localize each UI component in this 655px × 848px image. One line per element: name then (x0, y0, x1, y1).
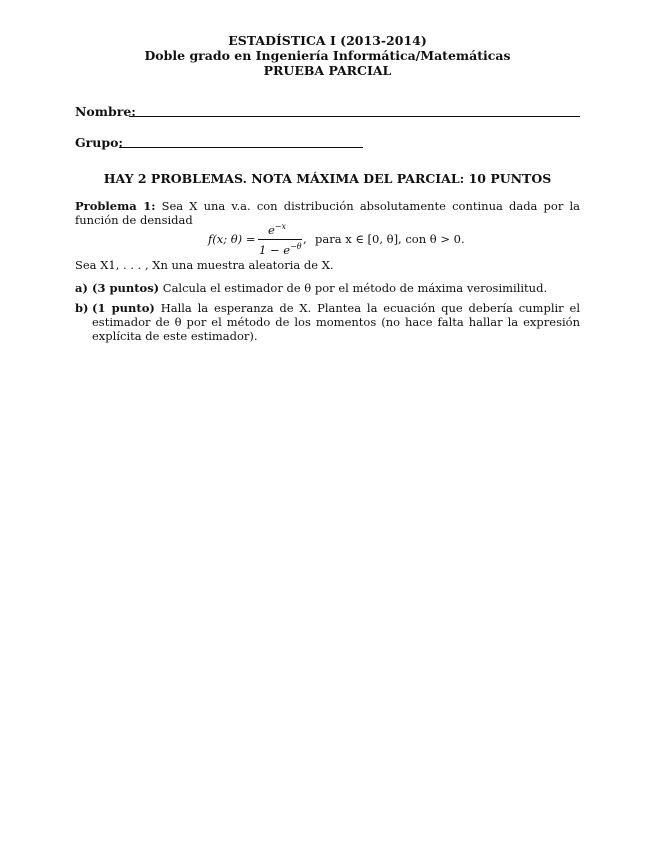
problem-1-statement (75, 199, 580, 227)
name-label: Nombre: (75, 104, 136, 119)
group-field-line[interactable] (119, 147, 363, 148)
name-field-line[interactable] (129, 116, 580, 117)
part-b-label: b) (75, 301, 89, 315)
density-formula (0, 224, 655, 256)
exam-type-title: PRUEBA PARCIAL (263, 63, 392, 78)
formula-numerator-exponent: −x (274, 222, 287, 231)
part-a-text: Calcula el estimador de θ por el método de máxima verosimilitud. (162, 281, 548, 295)
formula-denominator (259, 242, 302, 257)
formula-numerator (268, 222, 286, 237)
problem-1-part-b (75, 301, 580, 343)
part-a-points: (3 puntos) (92, 281, 160, 295)
sample-statement: Sea X1, . . . , Xn una muestra aleatoria de X. (75, 258, 334, 272)
formula-fraction-bar (258, 239, 302, 240)
part-b-points: (1 punto) (92, 301, 155, 315)
problem-1-intro: Sea X una v.a. con distribución absolutamente continua dada por la función de densidad (75, 199, 580, 227)
formula-comma: , (303, 232, 307, 246)
formula-numerator-base: e (268, 222, 275, 237)
formula-lhs: f(x; θ) = (208, 232, 256, 246)
problem-1-part-a (75, 281, 580, 295)
formula-condition: para x ∈ [0, θ], con θ > 0. (315, 232, 465, 246)
course-title: ESTADÍSTICA I (2013-2014) (228, 33, 427, 48)
exam-instructions-heading: HAY 2 PROBLEMAS. NOTA MÁXIMA DEL PARCIAL: 10 PUNTOS (103, 171, 552, 186)
formula-denominator-exponent: −θ (290, 242, 302, 251)
part-b-text: Halla la esperanza de X. Plantea la ecuación que debería cumplir el estimador de θ por el método de los momentos (no hace falta hallar la expresión explícita de este estimador). (92, 301, 581, 343)
formula-denominator-base: 1 − e (259, 242, 291, 257)
problem-1-label: Problema 1: (75, 199, 156, 213)
part-a-label: a) (75, 281, 88, 295)
degree-title: Doble grado en Ingeniería Informática/Matemáticas (144, 48, 511, 63)
group-label: Grupo: (75, 135, 124, 150)
